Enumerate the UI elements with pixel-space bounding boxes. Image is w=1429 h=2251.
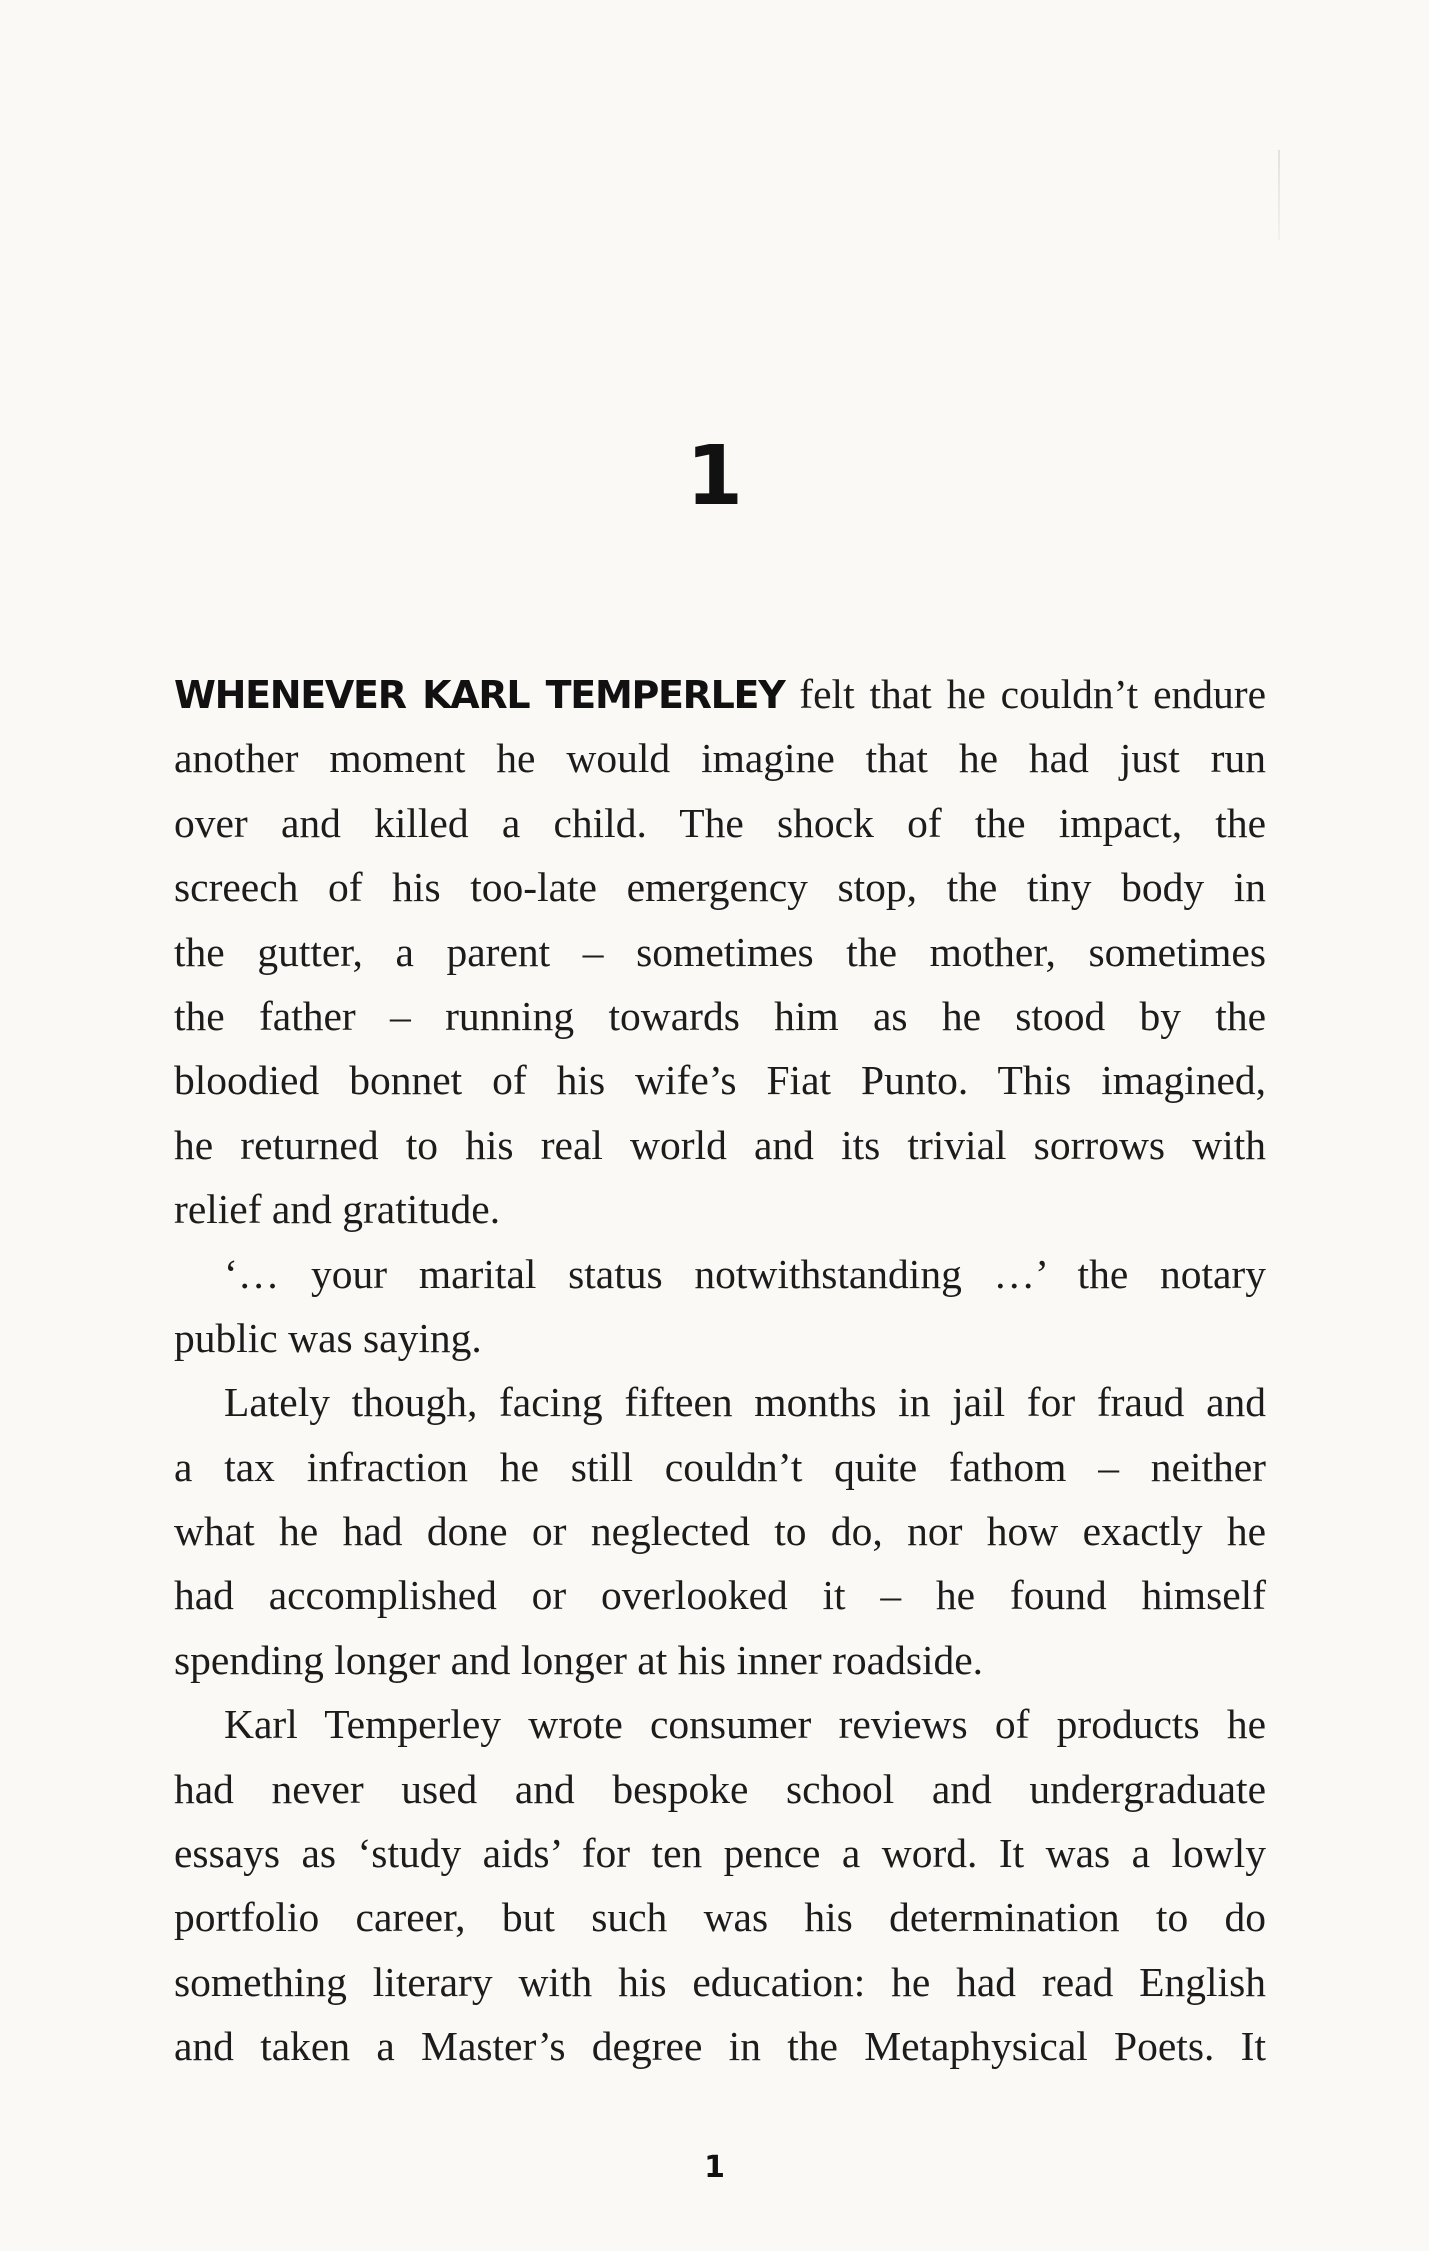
text-line: had never used and bespoke school and undergraduate <box>174 1765 1266 1812</box>
text-line: public was saying. <box>174 1314 482 1361</box>
text-line: something literary with his education: he had read English <box>174 1958 1266 2005</box>
text-line: he returned to his real world and its trivial sorrows with <box>174 1121 1266 1168</box>
text-line <box>174 662 1266 726</box>
text-line: Lately though, facing fifteen months in jail for fraud and <box>224 1379 1266 1426</box>
text-line: Karl Temperley wrote consumer reviews of products he <box>224 1701 1266 1748</box>
text-line-content: felt that he couldn’t endure <box>784 671 1266 717</box>
text-line: portfolio career, but such was his determination to do <box>174 1894 1266 1941</box>
text-line: had accomplished or overlooked it – he found himself <box>174 1572 1266 1619</box>
scan-artifact <box>1278 150 1280 240</box>
text-line: screech of his too-late emergency stop, the tiny body in <box>174 864 1266 911</box>
text-line: essays as ‘study aids’ for ten pence a word. It was a lowly <box>174 1830 1266 1877</box>
text-line: relief and gratitude. <box>174 1186 501 1233</box>
text-line: what he had done or neglected to do, nor how exactly he <box>174 1508 1266 1555</box>
page-number: 1 <box>704 2150 725 2185</box>
text-line: the father – running towards him as he stood by the <box>174 992 1266 1039</box>
text-line: spending longer and longer at his inner roadside. <box>174 1636 984 1683</box>
lead-in-small-caps: WHENEVER KARL TEMPERLEY <box>174 673 785 717</box>
text-line: the gutter, a parent – sometimes the mother, sometimes <box>174 928 1266 975</box>
text-line: ‘… your marital status notwithstanding …’ the notary <box>224 1250 1266 1297</box>
text-line: bloodied bonnet of his wife’s Fiat Punto. This imagined, <box>174 1057 1266 1104</box>
text-line: and taken a Master’s degree in the Metaphysical Poets. It <box>174 2023 1266 2070</box>
chapter-number: 1 <box>685 429 744 524</box>
body-text <box>174 662 1266 2079</box>
text-line: over and killed a child. The shock of the impact, the <box>174 799 1266 846</box>
text-line: a tax infraction he still couldn’t quite fathom – neither <box>174 1443 1266 1490</box>
text-line: another moment he would imagine that he had just run <box>174 735 1266 782</box>
